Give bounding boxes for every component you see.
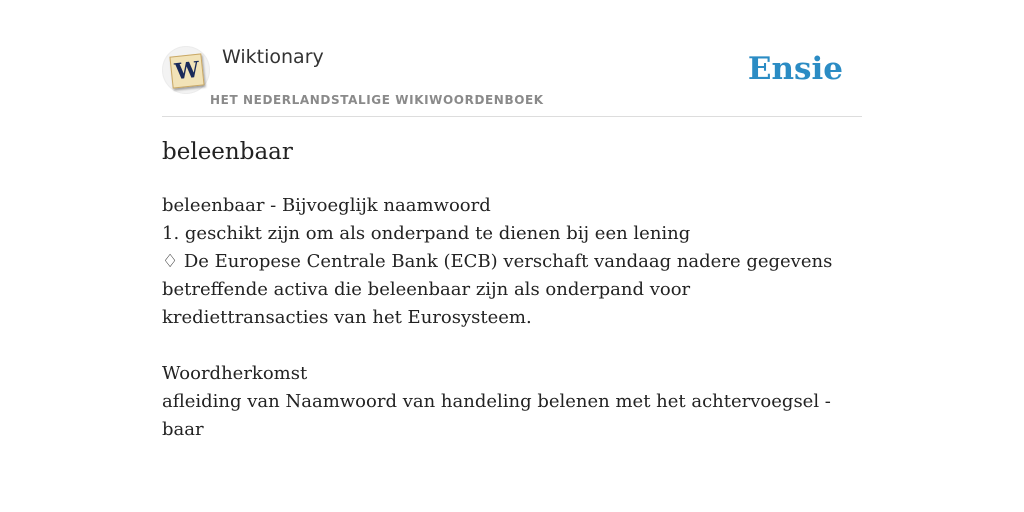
headword-line: beleenbaar - Bijvoeglijk naamwoord: [162, 195, 491, 216]
page: [162, 0, 862, 512]
etymology-text: afleiding van Naamwoord van handeling belenen met het achtervoegsel -baar: [162, 391, 831, 440]
wiktionary-logo-tile-icon: W: [169, 53, 204, 88]
page-title: beleenbaar: [162, 139, 293, 165]
site-subtitle: HET NEDERLANDSTALIGE WIKIWOORDENBOEK: [210, 93, 544, 107]
entry-content: [162, 192, 862, 444]
ensie-brand-link[interactable]: Ensie: [747, 51, 843, 87]
wiktionary-logo[interactable]: [162, 46, 210, 94]
spacer: [162, 332, 862, 360]
example-sentence: ♢ De Europese Centrale Bank (ECB) verschaft vandaag nadere gegevens betreffende activa die beleenbaar zijn als onderpand voor krediettransacties van het Eurosysteem.: [162, 251, 833, 328]
site-header: [162, 0, 862, 117]
etymology-heading: Woordherkomst: [162, 363, 308, 384]
definition: 1. geschikt zijn om als onderpand te dienen bij een lening: [162, 223, 691, 244]
site-name[interactable]: Wiktionary: [222, 46, 324, 68]
